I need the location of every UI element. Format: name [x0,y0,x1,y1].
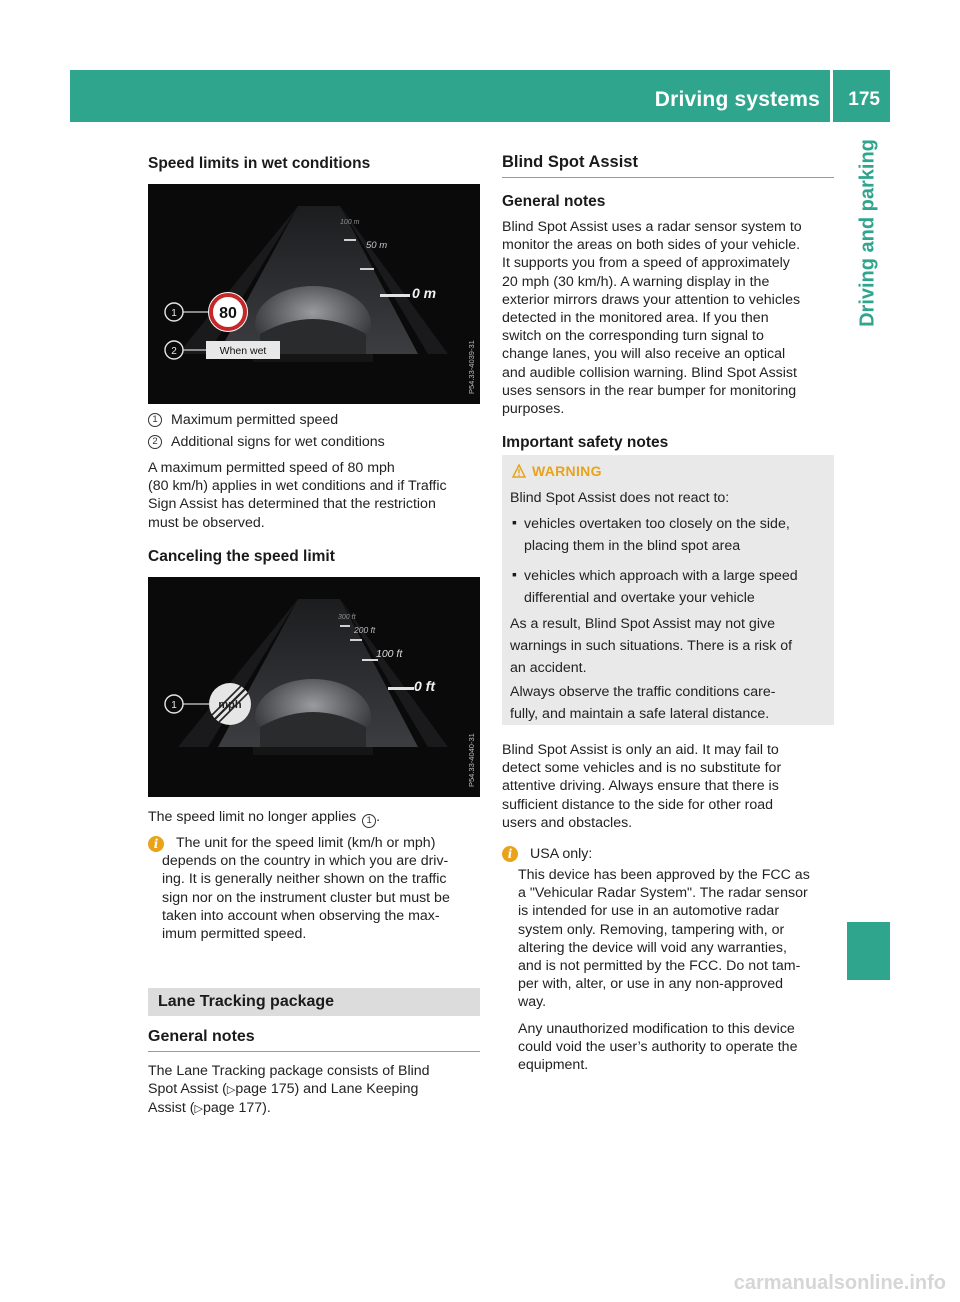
wet-speed-limit-figure [148,184,480,404]
figure-code: P54.33-4039-31 [467,340,476,394]
safety-notes-heading: Important safety notes [502,434,669,451]
section-title: Driving systems [654,88,820,111]
modification-paragraph [518,1020,836,1075]
usa-only-label: USA only: [530,846,593,862]
text-line [148,1080,482,1099]
bsa-general-paragraph [502,218,836,418]
distance-label: 50 m [366,240,388,251]
text-line: change lanes, you will also receive an optical [502,346,786,363]
text-line: exterior mirrors draws your attention to vehicles [502,291,801,308]
bullet-icon: ▪ [512,514,517,530]
section-heading-box [148,988,480,1016]
text-span: Assist ( [148,1100,195,1117]
chapter-side-label: Driving and parking [856,139,879,327]
warning-line: warnings in such situations. There is a risk of [510,638,793,654]
text-line: sign nor on the instrument cluster but must be [162,889,450,906]
wet-paragraph [148,459,482,532]
warning-line: fully, and maintain a safe lateral distance. [510,706,770,722]
text-line: monitor the areas on both sides of your vehicle. [502,237,801,254]
text-line: must be observed. [148,514,265,531]
text-line: way. [518,994,547,1011]
warning-intro: Blind Spot Assist does not react to: [510,490,730,506]
text-line: and is not permitted by the FCC. Do not tam- [518,958,801,975]
text-line: could void the user’s authority to operate the [518,1039,798,1056]
blind-spot-assist-heading: Blind Spot Assist [502,153,638,171]
bsa-general-notes-heading: General notes [502,193,606,210]
fcc-paragraph [518,866,836,1012]
aid-paragraph [502,741,836,832]
legend-number: 1 [148,413,162,427]
cancel-speed-limit-figure [148,577,480,797]
text-line: and audible collision warning. Blind Spot Assist [502,364,797,381]
text-line: (80 km/h) applies in wet conditions and if Traffic [148,478,447,495]
page-reference-link[interactable]: page 175) and Lane Keeping [235,1081,419,1098]
when-wet-sign: When wet [219,345,267,357]
text-line: taken into account when observing the max- [162,907,440,924]
inline-callout-number: 1 [362,814,376,828]
legend-text: Maximum permitted speed [171,412,339,428]
warning-line: Always observe the traffic conditions care- [510,684,776,700]
page-ref-arrow-icon: ▷ [226,1084,236,1097]
text-line: users and obstacles. [502,814,633,831]
text-line: equipment. [518,1057,589,1074]
text-line: system only. Removing, tampering with, or [518,921,785,938]
text-line [148,1099,482,1118]
text-line: The Lane Tracking package consists of Blind [148,1063,430,1079]
figure-code: P54.33-4040-31 [467,733,476,787]
legend-number: 2 [148,435,162,449]
lane-general-notes-heading: General notes [148,1028,255,1045]
legend-text: Additional signs for wet conditions [171,434,385,450]
chapter-marker-block [847,922,890,980]
legend-item [148,434,385,450]
distance-label: 200 ft [354,625,376,635]
speed-sign-value: 80 [219,305,237,322]
mph-sign-text: mph [218,699,242,711]
text-span: Spot Assist ( [148,1081,227,1098]
text-line: 20 mph (30 km/h). A warning display in the [502,273,770,290]
watermark: carmanualsonline.info [733,1272,946,1294]
page-header-bar [70,70,890,122]
warning-line: As a result, Blind Spot Assist may not give [510,616,775,632]
info-icon: i [148,836,164,852]
warning-line: an accident. [510,660,587,676]
warning-bullet-line: vehicles which approach with a large speed [524,568,798,584]
warning-title: WARNING [532,463,602,479]
bullet-icon: ▪ [512,566,517,582]
text-line: It supports you from a speed of approximately [502,255,790,272]
callout-1: 1 [171,308,177,319]
text-line: per with, alter, or use in any non-approved [518,976,783,993]
heading-rule [148,1051,480,1052]
text-span: The speed limit no longer applies [148,809,361,825]
warning-bullet-line: differential and overtake your vehicle [524,590,755,606]
distance-label: 100 m [340,219,360,226]
text-line: attentive driving. Always ensure that there is [502,778,779,795]
text-line: detect some vehicles and is no substitute for [502,760,782,777]
warning-bullet-line: placing them in the blind spot area [524,538,741,554]
callout-2: 2 [171,346,177,357]
callout-1: 1 [171,700,177,711]
text-line: imum permitted speed. [162,926,307,943]
cancel-paragraph [148,808,380,828]
text-line: This device has been approved by the FCC as [518,867,810,883]
header-divider [830,70,833,122]
text-span: . [376,809,381,825]
text-line: A maximum permitted speed of 80 mph [148,460,395,476]
text-line: The unit for the speed limit (km/h or mph) [176,835,436,851]
distance-label: 0 ft [414,678,435,694]
text-line: a "Vehicular Radar System". The radar sensor [518,885,808,902]
text-line: detected in the monitored area. If you then [502,310,769,327]
text-line: altering the device will void any warranties, [518,939,787,956]
lane-tracking-paragraph [148,1062,482,1119]
heading-rule [502,177,834,178]
unit-note [162,834,482,943]
distance-label: 0 m [412,285,437,301]
warning-box [502,455,834,725]
text-line: ing. It is generally neither shown on the traffic [162,871,447,888]
text-line: purposes. [502,401,565,418]
distance-label: 100 ft [376,648,403,660]
page-ref-arrow-icon: ▷ [194,1103,203,1116]
text-line: depends on the country in which you are driv- [162,853,449,870]
legend-item [148,412,338,428]
lane-tracking-heading: Lane Tracking package [158,993,335,1010]
distance-label: 300 ft [338,614,356,621]
text-line: Blind Spot Assist uses a radar sensor system to [502,219,802,235]
text-line: sufficient distance to the side for other road [502,796,774,813]
warning-triangle-icon [512,464,526,478]
info-icon: i [502,846,518,862]
text-line: Sign Assist has determined that the restriction [148,496,436,513]
text-line: Any unauthorized modification to this device [518,1021,795,1037]
page-reference-link[interactable]: page 177). [202,1100,271,1117]
text-line: switch on the corresponding turn signal to [502,328,764,345]
warning-bullet-line: vehicles overtaken too closely on the side, [524,516,790,532]
text-line: is intended for use in an automotive radar [518,903,780,920]
canceling-heading: Canceling the speed limit [148,548,335,565]
wet-conditions-heading: Speed limits in wet conditions [148,155,371,172]
text-line: uses sensors in the rear bumper for monitoring [502,382,797,399]
page-number: 175 [848,89,880,110]
text-line: Blind Spot Assist is only an aid. It may fail to [502,742,779,758]
